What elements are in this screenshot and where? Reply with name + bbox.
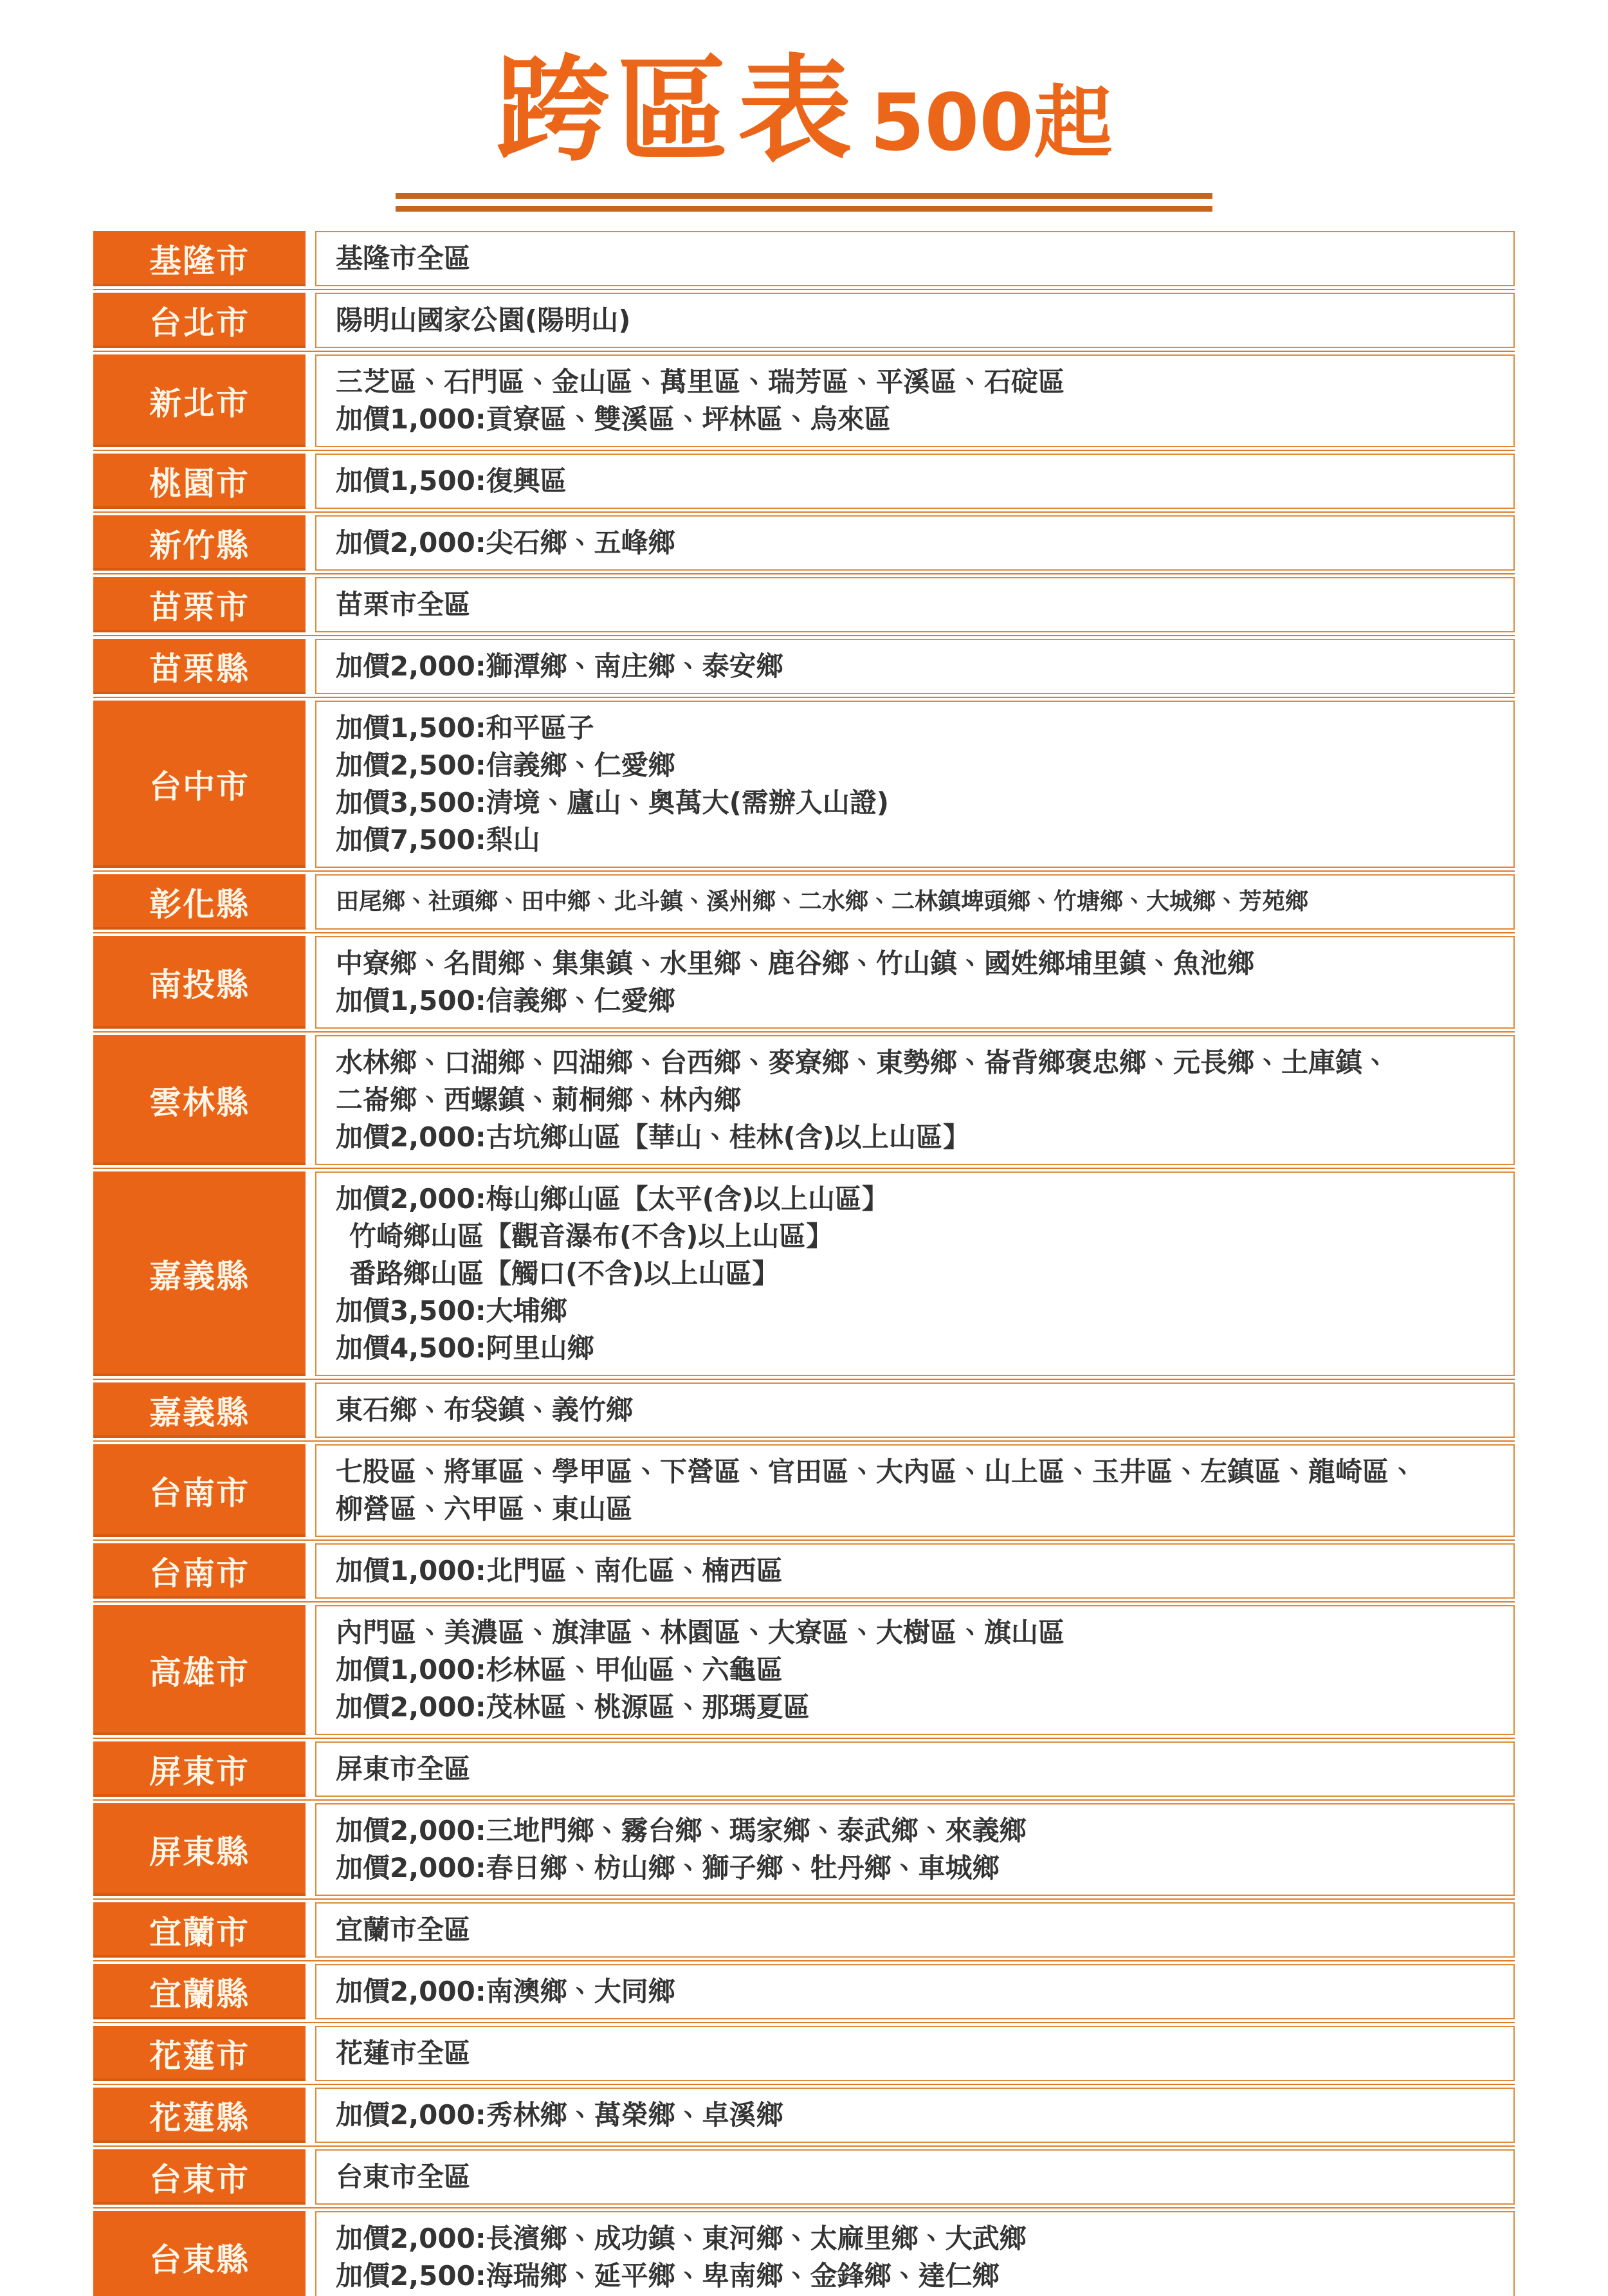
table-row: [93, 1605, 1515, 1735]
content-line: 加價1,000:貢寮區、雙溪區、坪林區、烏來區: [336, 403, 891, 435]
region-label: 台東縣: [149, 2241, 250, 2279]
content-cell: [315, 1803, 1515, 1896]
region-label-cell: [93, 1382, 306, 1438]
region-label-cell: [93, 354, 306, 447]
region-label: 彰化縣: [149, 886, 250, 923]
table-row: [93, 2088, 1515, 2143]
content-line: 加價3,500:清境、廬山、奧萬大(需辦入山證): [336, 787, 890, 818]
region-label-cell: [93, 1902, 306, 1958]
title-main: 跨區表: [495, 44, 859, 177]
content-line: 台東市全區: [336, 2161, 471, 2192]
content-line: 加價4,500:阿里山鄉: [336, 1332, 594, 1364]
table-row: [93, 1444, 1515, 1537]
content-cell: [315, 577, 1515, 632]
region-label: 南投縣: [149, 966, 250, 1004]
table-row: [93, 1171, 1515, 1376]
content-line: 水林鄉、口湖鄉、四湖鄉、台西鄉、麥寮鄉、東勢鄉、崙背鄉褒忠鄉、元長鄉、土庫鎮、: [336, 1047, 1390, 1078]
table-row: [93, 577, 1515, 632]
title-suffix: 500起: [870, 77, 1113, 169]
content-cell: [315, 2211, 1515, 2296]
region-label-cell: [93, 1803, 306, 1896]
table-row: [93, 2149, 1515, 2205]
content-cell: [315, 293, 1515, 348]
content-line: 加價2,000:秀林鄉、萬榮鄉、卓溪鄉: [336, 2099, 783, 2131]
table-row: [93, 1543, 1515, 1599]
region-label: 台中市: [149, 768, 250, 805]
content-line: 宜蘭市全區: [336, 1914, 471, 1945]
region-label: 雲林縣: [149, 1084, 250, 1121]
region-label: 屏東縣: [149, 1833, 250, 1871]
table-row: [93, 874, 1515, 930]
region-label-cell: [93, 1741, 306, 1797]
region-label: 台南市: [149, 1474, 250, 1512]
content-line: 屏東市全區: [336, 1753, 471, 1785]
region-label: 屏東市: [149, 1753, 250, 1790]
content-cell: [315, 1444, 1515, 1537]
content-line: 二崙鄉、西螺鎮、莿桐鄉、林內鄉: [336, 1084, 742, 1116]
content-line: 竹崎鄉山區【觀音瀑布(不含)以上山區】: [336, 1220, 834, 1252]
content-cell: [315, 1902, 1515, 1958]
content-line: 加價2,000:南澳鄉、大同鄉: [336, 1976, 675, 2007]
region-label-cell: [93, 515, 306, 571]
table-row: [93, 1382, 1515, 1438]
content-line: 田尾鄉、社頭鄉、田中鄉、北斗鎮、溪州鄉、二水鄉、二林鎮埤頭鄉、竹塘鄉、大城鄉、芳苑鄉: [336, 888, 1309, 915]
region-label-cell: [93, 1605, 306, 1735]
table-row: [93, 454, 1515, 509]
table-row: [93, 293, 1515, 348]
region-label: 嘉義縣: [149, 1258, 250, 1295]
content-line: 陽明山國家公園(陽明山): [336, 304, 631, 336]
content-cell: [315, 639, 1515, 694]
region-label: 高雄市: [149, 1654, 250, 1691]
price-table: [93, 231, 1515, 2296]
region-label-cell: [93, 874, 306, 930]
table-row: [93, 936, 1515, 1029]
region-label: 基隆市: [149, 243, 250, 280]
content-line: 七股區、將軍區、學甲區、下營區、官田區、大內區、山上區、玉井區、左鎮區、龍崎區、: [336, 1456, 1417, 1487]
content-line: 加價2,000:尖石鄉、五峰鄉: [336, 527, 675, 558]
region-label-cell: [93, 1964, 306, 2019]
table-row: [93, 639, 1515, 694]
content-cell: [315, 2088, 1515, 2143]
region-label-cell: [93, 1543, 306, 1599]
table-row: [93, 1741, 1515, 1797]
region-label: 苗栗縣: [149, 650, 250, 688]
table-row: [93, 1035, 1515, 1165]
content-cell: [315, 1605, 1515, 1735]
region-label-cell: [93, 1171, 306, 1376]
content-line: 花蓮市全區: [336, 2037, 471, 2069]
content-cell: [315, 1035, 1515, 1165]
region-label: 台南市: [149, 1555, 250, 1592]
table-row: [93, 701, 1515, 868]
content-cell: [315, 354, 1515, 447]
content-cell: [315, 1964, 1515, 2019]
region-label-cell: [93, 577, 306, 632]
content-line: 中寮鄉、名間鄉、集集鎮、水里鄉、鹿谷鄉、竹山鎮、國姓鄉埔里鎮、魚池鄉: [336, 948, 1255, 979]
table-row: [93, 1803, 1515, 1896]
content-line: 加價2,000:春日鄉、枋山鄉、獅子鄉、牡丹鄉、車城鄉: [336, 1852, 1000, 1884]
content-line: 加價2,000:獅潭鄉、南庄鄉、泰安鄉: [336, 650, 783, 682]
content-cell: [315, 2149, 1515, 2205]
content-cell: [315, 231, 1515, 286]
content-line: 加價7,500:梨山: [336, 824, 540, 856]
region-label-cell: [93, 2026, 306, 2081]
region-label-cell: [93, 701, 306, 868]
region-label: 台北市: [149, 304, 250, 342]
title-underline: [396, 193, 1212, 212]
region-label-cell: [93, 2149, 306, 2205]
region-label-cell: [93, 639, 306, 694]
region-label: 花蓮市: [149, 2037, 250, 2075]
content-cell: [315, 515, 1515, 571]
content-line: 加價2,000:三地門鄉、霧台鄉、瑪家鄉、泰武鄉、來義鄉: [336, 1815, 1027, 1846]
region-label-cell: [93, 2088, 306, 2143]
content-cell: [315, 701, 1515, 868]
region-label: 台東市: [149, 2161, 250, 2198]
content-line: 加價1,500:和平區子: [336, 712, 594, 744]
content-cell: [315, 1543, 1515, 1599]
content-line: 柳營區、六甲區、東山區: [336, 1493, 634, 1525]
region-label: 花蓮縣: [149, 2099, 250, 2136]
content-line: 加價2,000:茂林區、桃源區、那瑪夏區: [336, 1691, 810, 1723]
region-label: 新北市: [149, 385, 250, 422]
region-label-cell: [93, 2211, 306, 2296]
content-line: 加價2,000:古坑鄉山區【華山、桂林(含)以上山區】: [336, 1121, 971, 1153]
content-line: 加價3,500:大埔鄉: [336, 1295, 567, 1327]
content-line: 番路鄉山區【觸口(不含)以上山區】: [336, 1258, 780, 1289]
region-label-cell: [93, 293, 306, 348]
region-label: 宜蘭縣: [149, 1976, 250, 2013]
table-row: [93, 231, 1515, 286]
content-line: 加價1,500:信義鄉、仁愛鄉: [336, 985, 675, 1016]
content-line: 加價1,000:北門區、南化區、楠西區: [336, 1555, 783, 1586]
table-row: [93, 2211, 1515, 2296]
region-label-cell: [93, 231, 306, 286]
page-title: [0, 0, 1608, 183]
content-cell: [315, 936, 1515, 1029]
content-line: 加價2,500:海瑞鄉、延平鄉、卑南鄉、金鋒鄉、達仁鄉: [336, 2260, 1000, 2291]
content-line: 加價2,000:梅山鄉山區【太平(含)以上山區】: [336, 1183, 890, 1215]
content-cell: [315, 454, 1515, 509]
content-line: 基隆市全區: [336, 243, 471, 274]
region-label: 苗栗市: [149, 589, 250, 626]
content-line: 內門區、美濃區、旗津區、林園區、大寮區、大樹區、旗山區: [336, 1617, 1066, 1648]
content-line: 苗栗市全區: [336, 589, 471, 620]
content-cell: [315, 2026, 1515, 2081]
content-line: 加價1,500:復興區: [336, 465, 567, 497]
table-row: [93, 354, 1515, 447]
region-label: 新竹縣: [149, 527, 250, 564]
region-label-cell: [93, 1444, 306, 1537]
content-cell: [315, 1741, 1515, 1797]
region-label: 嘉義縣: [149, 1394, 250, 1431]
content-line: 加價1,000:杉林區、甲仙區、六龜區: [336, 1654, 783, 1685]
table-row: [93, 2026, 1515, 2081]
content-line: 加價2,000:長濱鄉、成功鎮、東河鄉、太麻里鄉、大武鄉: [336, 2223, 1027, 2254]
region-label-cell: [93, 454, 306, 509]
region-label: 桃園市: [149, 465, 250, 502]
content-line: 三芝區、石門區、金山區、萬里區、瑞芳區、平溪區、石碇區: [336, 366, 1066, 398]
table-row: [93, 1964, 1515, 2019]
region-label: 宜蘭市: [149, 1914, 250, 1951]
table-row: [93, 1902, 1515, 1958]
content-line: 加價2,500:信義鄉、仁愛鄉: [336, 749, 675, 781]
content-cell: [315, 1171, 1515, 1376]
content-line: 東石鄉、布袋鎮、義竹鄉: [336, 1394, 634, 1426]
region-label-cell: [93, 1035, 306, 1165]
region-label-cell: [93, 936, 306, 1029]
content-cell: [315, 1382, 1515, 1438]
table-row: [93, 515, 1515, 571]
content-cell: [315, 874, 1515, 930]
